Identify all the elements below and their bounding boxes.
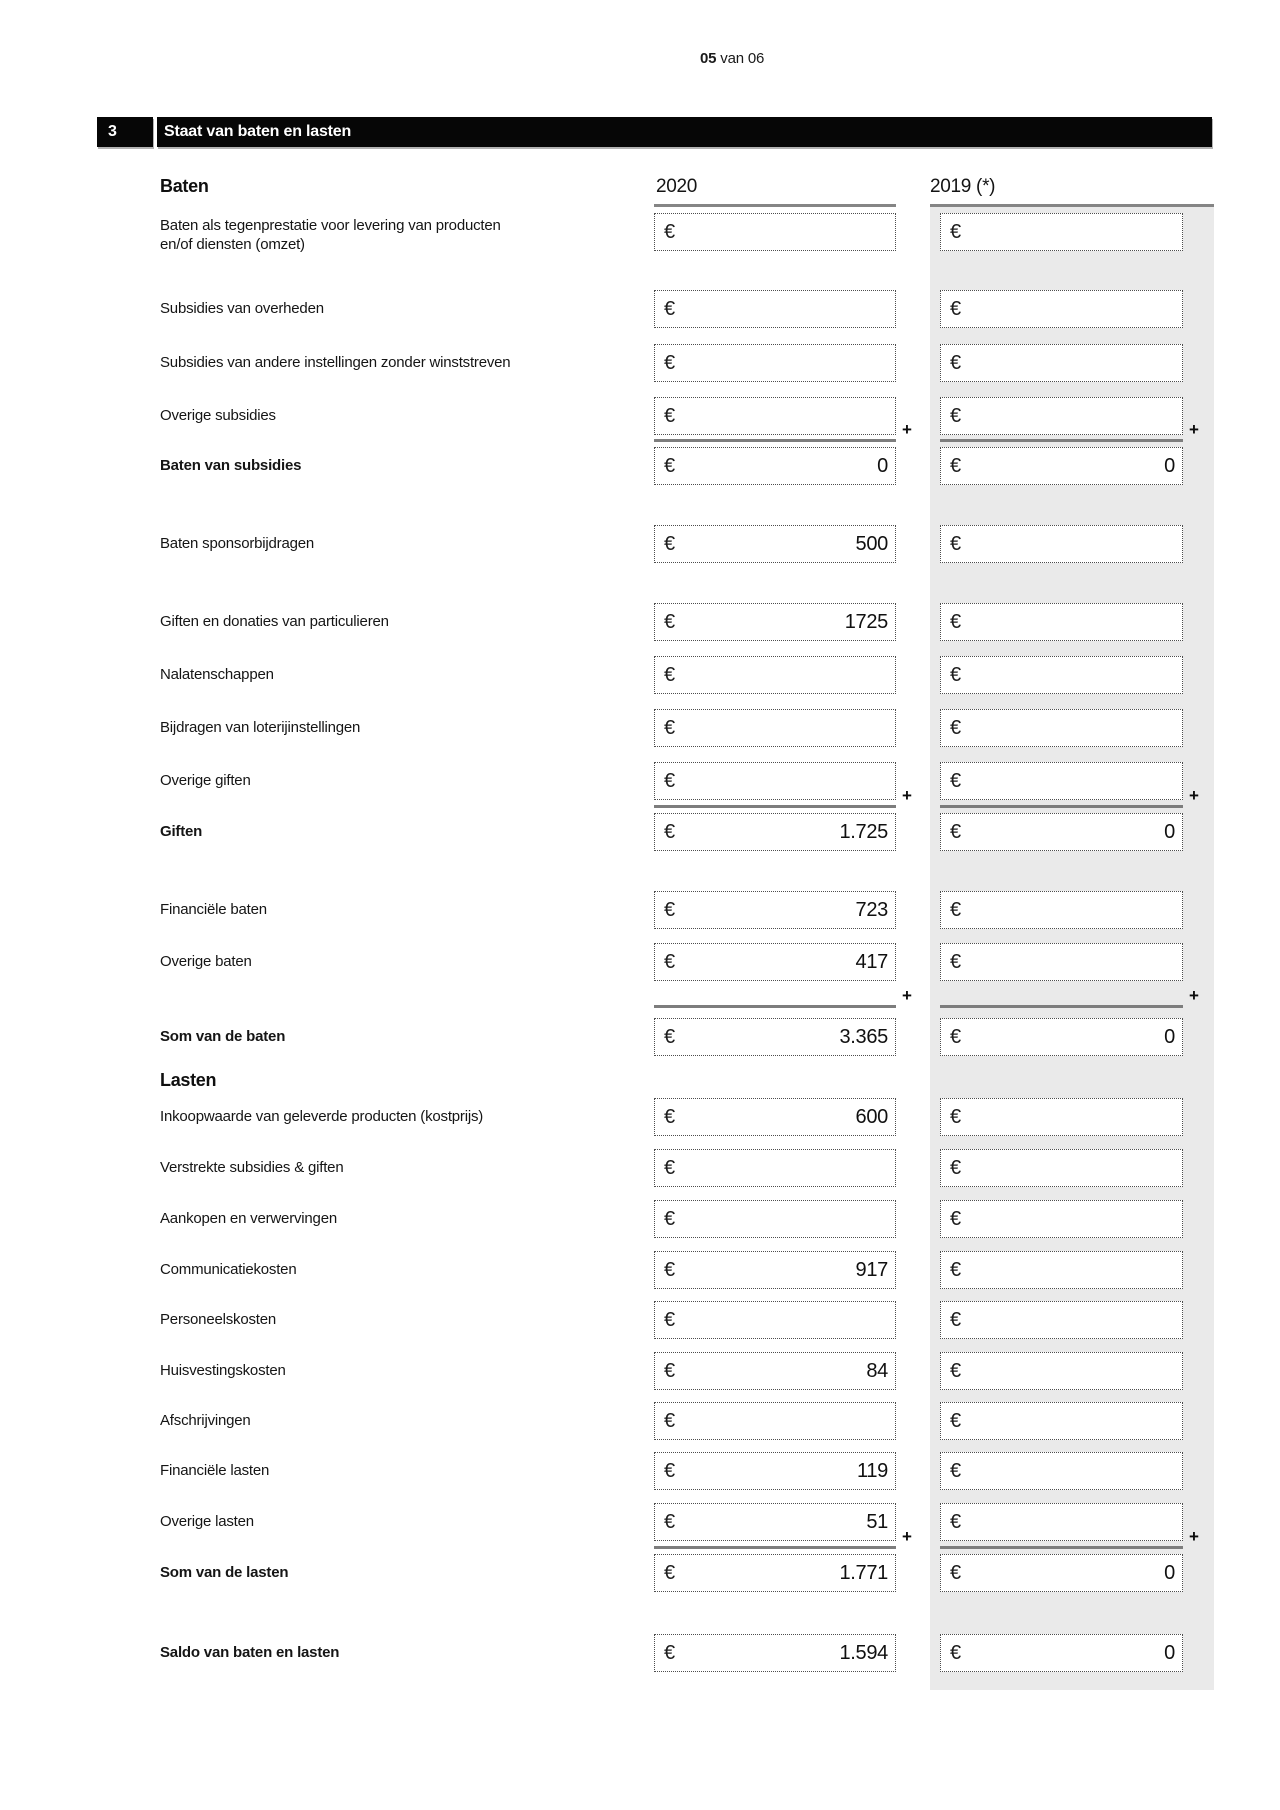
amount-value-baten_van_subsidies-2020: 0 — [877, 454, 888, 477]
plus-sign: + — [1189, 786, 1199, 805]
section-title: Staat van baten en lasten — [164, 123, 352, 140]
row-label-omzet: Baten als tegenprestatie voor levering van producten en/of diensten (omzet) — [160, 217, 501, 253]
amount-value-som_van_de_baten-2019: 0 — [1164, 1025, 1175, 1048]
amount-field-financiele_lasten-2020[interactable] — [654, 1452, 896, 1490]
row-label-som_van_de_lasten: Som van de lasten — [160, 1563, 289, 1581]
amount-value-sponsorbijdragen-2020: 500 — [855, 532, 888, 555]
plus-sign: + — [902, 1527, 912, 1546]
amount-value-giften_donaties-2020: 1725 — [844, 610, 888, 633]
euro-symbol: € — [950, 663, 962, 686]
amount-field-subsidies_overheden-2019[interactable] — [940, 290, 1183, 328]
amount-field-inkoopwaarde-2019[interactable] — [940, 1098, 1183, 1136]
euro-symbol: € — [664, 1561, 676, 1584]
row-label-afschrijvingen: Afschrijvingen — [160, 1411, 251, 1429]
amount-field-nalatenschappen-2019[interactable] — [940, 656, 1183, 694]
euro-symbol: € — [950, 1359, 962, 1382]
euro-symbol: € — [664, 1359, 676, 1382]
section-index-box — [97, 117, 153, 147]
euro-symbol: € — [664, 532, 676, 555]
row-label-communicatiekosten: Communicatiekosten — [160, 1260, 297, 1278]
amount-field-overige_giften-2020[interactable] — [654, 762, 896, 800]
plus-sign: + — [1189, 1527, 1199, 1546]
amount-value-communicatiekosten-2020: 917 — [855, 1258, 888, 1281]
page-number — [700, 50, 764, 67]
euro-symbol: € — [950, 898, 962, 921]
amount-field-sponsorbijdragen-2020[interactable] — [654, 525, 896, 563]
sum-rule-c2020 — [654, 805, 896, 808]
sum-rule-c2020 — [654, 439, 896, 442]
row-label-inkoopwaarde: Inkoopwaarde van geleverde producten (kostprijs) — [160, 1107, 484, 1125]
amount-field-overige_subsidies-2019[interactable] — [940, 397, 1183, 435]
row-label-saldo: Saldo van baten en lasten — [160, 1643, 340, 1661]
euro-symbol: € — [950, 769, 962, 792]
amount-value-saldo-2019: 0 — [1164, 1641, 1175, 1664]
amount-field-overige_lasten-2019[interactable] — [940, 1503, 1183, 1541]
column-rule-2020 — [654, 204, 896, 207]
row-label-bijdragen_loterij: Bijdragen van loterijinstellingen — [160, 718, 361, 736]
amount-field-overige_lasten-2020[interactable] — [654, 1503, 896, 1541]
amount-value-som_van_de_lasten-2019: 0 — [1164, 1561, 1175, 1584]
row-label-som_van_de_baten: Som van de baten — [160, 1027, 286, 1045]
section-index: 3 — [108, 123, 117, 140]
amount-value-overige_lasten-2020: 51 — [866, 1510, 888, 1533]
amount-field-som_van_de_lasten-2020[interactable] — [654, 1554, 896, 1592]
row-label-overige_lasten: Overige lasten — [160, 1512, 254, 1530]
euro-symbol: € — [950, 1641, 962, 1664]
amount-field-huisvestingskosten-2019[interactable] — [940, 1352, 1183, 1390]
amount-field-bijdragen_loterij-2020[interactable] — [654, 709, 896, 747]
page-number-total: van 06 — [716, 50, 765, 67]
plus-sign: + — [1189, 420, 1199, 439]
amount-value-overige_baten-2020: 417 — [855, 950, 888, 973]
euro-symbol: € — [664, 1156, 676, 1179]
row-label-subsidies_instellingen: Subsidies van andere instellingen zonder winststreven — [160, 353, 511, 371]
row-label-personeelskosten: Personeelskosten — [160, 1310, 277, 1328]
heading-lasten: Lasten — [160, 1070, 217, 1090]
sum-rule-c2019 — [940, 805, 1183, 808]
euro-symbol: € — [664, 610, 676, 633]
euro-symbol: € — [950, 454, 962, 477]
amount-field-saldo-2019[interactable] — [940, 1634, 1183, 1672]
euro-symbol: € — [664, 1105, 676, 1128]
euro-symbol: € — [950, 297, 962, 320]
euro-symbol: € — [950, 1308, 962, 1331]
sum-rule-c2019 — [940, 1005, 1183, 1008]
euro-symbol: € — [664, 220, 676, 243]
euro-symbol: € — [950, 1156, 962, 1179]
amount-value-huisvestingskosten-2020: 84 — [866, 1359, 888, 1382]
euro-symbol: € — [950, 1459, 962, 1482]
amount-field-afschrijvingen-2019[interactable] — [940, 1402, 1183, 1440]
euro-symbol: € — [950, 1105, 962, 1128]
euro-symbol: € — [664, 663, 676, 686]
euro-symbol: € — [664, 351, 676, 374]
amount-field-saldo-2020[interactable] — [654, 1634, 896, 1672]
page-number-current: 05 — [700, 50, 717, 67]
amount-field-personeelskosten-2019[interactable] — [940, 1301, 1183, 1339]
amount-value-giften-2020: 1.725 — [839, 820, 888, 843]
plus-sign: + — [902, 420, 912, 439]
euro-symbol: € — [950, 716, 962, 739]
row-label-giften_donaties: Giften en donaties van particulieren — [160, 612, 389, 630]
euro-symbol: € — [664, 898, 676, 921]
euro-symbol: € — [950, 1510, 962, 1533]
euro-symbol: € — [664, 1207, 676, 1230]
sum-rule-c2020 — [654, 1005, 896, 1008]
amount-field-financiele_lasten-2019[interactable] — [940, 1452, 1183, 1490]
sum-rule-c2019 — [940, 1546, 1183, 1549]
plus-sign: + — [902, 986, 912, 1005]
amount-field-personeelskosten-2020[interactable] — [654, 1301, 896, 1339]
amount-field-financiele_baten-2019[interactable] — [940, 891, 1183, 929]
amount-field-subsidies_instellingen-2020[interactable] — [654, 344, 896, 382]
amount-value-som_van_de_lasten-2020: 1.771 — [839, 1561, 888, 1584]
amount-field-giften-2020[interactable] — [654, 813, 896, 851]
column-header-2019: 2019 (*) — [930, 176, 996, 197]
euro-symbol: € — [664, 297, 676, 320]
euro-symbol: € — [664, 1409, 676, 1432]
euro-symbol: € — [664, 454, 676, 477]
amount-field-verstrekte_subsidies-2020[interactable] — [654, 1149, 896, 1187]
amount-field-som_van_de_baten-2019[interactable] — [940, 1018, 1183, 1056]
amount-field-overige_baten-2020[interactable] — [654, 943, 896, 981]
euro-symbol: € — [664, 1308, 676, 1331]
amount-field-baten_van_subsidies-2019[interactable] — [940, 447, 1183, 485]
amount-field-omzet-2019[interactable] — [940, 213, 1183, 251]
euro-symbol: € — [950, 220, 962, 243]
sum-rule-c2020 — [654, 1546, 896, 1549]
amount-field-bijdragen_loterij-2019[interactable] — [940, 709, 1183, 747]
amount-field-giften_donaties-2020[interactable] — [654, 603, 896, 641]
euro-symbol: € — [664, 1510, 676, 1533]
plus-sign: + — [1189, 986, 1199, 1005]
euro-symbol: € — [950, 1025, 962, 1048]
amount-field-financiele_baten-2020[interactable] — [654, 891, 896, 929]
euro-symbol: € — [664, 1459, 676, 1482]
row-label-baten_van_subsidies: Baten van subsidies — [160, 456, 302, 474]
amount-field-omzet-2020[interactable] — [654, 213, 896, 251]
amount-field-afschrijvingen-2020[interactable] — [654, 1402, 896, 1440]
row-label-overige_baten: Overige baten — [160, 952, 252, 970]
euro-symbol: € — [950, 1409, 962, 1432]
euro-symbol: € — [950, 610, 962, 633]
row-label-giften: Giften — [160, 822, 203, 840]
euro-symbol: € — [664, 950, 676, 973]
amount-field-verstrekte_subsidies-2019[interactable] — [940, 1149, 1183, 1187]
row-label-huisvestingskosten: Huisvestingskosten — [160, 1361, 286, 1379]
row-label-financiele_baten: Financiële baten — [160, 900, 267, 918]
amount-field-communicatiekosten-2019[interactable] — [940, 1251, 1183, 1289]
euro-symbol: € — [950, 351, 962, 374]
amount-value-giften-2019: 0 — [1164, 820, 1175, 843]
euro-symbol: € — [664, 1641, 676, 1664]
amount-field-sponsorbijdragen-2019[interactable] — [940, 525, 1183, 563]
amount-field-aankopen-2020[interactable] — [654, 1200, 896, 1238]
amount-value-inkoopwaarde-2020: 600 — [855, 1105, 888, 1128]
euro-symbol: € — [664, 716, 676, 739]
amount-value-som_van_de_baten-2020: 3.365 — [839, 1025, 888, 1048]
euro-symbol: € — [664, 769, 676, 792]
row-label-verstrekte_subsidies: Verstrekte subsidies & giften — [160, 1158, 344, 1176]
euro-symbol: € — [950, 950, 962, 973]
row-label-aankopen: Aankopen en verwervingen — [160, 1209, 337, 1227]
amount-field-inkoopwaarde-2020[interactable] — [654, 1098, 896, 1136]
euro-symbol: € — [950, 1207, 962, 1230]
section-title-bar — [157, 117, 1212, 147]
amount-field-overige_subsidies-2020[interactable] — [654, 397, 896, 435]
amount-field-huisvestingskosten-2020[interactable] — [654, 1352, 896, 1390]
amount-field-giften_donaties-2019[interactable] — [940, 603, 1183, 641]
amount-field-overige_giften-2019[interactable] — [940, 762, 1183, 800]
amount-field-som_van_de_baten-2020[interactable] — [654, 1018, 896, 1056]
amount-value-financiele_lasten-2020: 119 — [857, 1459, 888, 1482]
euro-symbol: € — [664, 1258, 676, 1281]
euro-symbol: € — [950, 820, 962, 843]
amount-field-som_van_de_lasten-2019[interactable] — [940, 1554, 1183, 1592]
sum-rule-c2019 — [940, 439, 1183, 442]
row-label-sponsorbijdragen: Baten sponsorbijdragen — [160, 534, 315, 552]
plus-sign: + — [902, 786, 912, 805]
euro-symbol: € — [664, 404, 676, 427]
amount-value-saldo-2020: 1.594 — [839, 1641, 888, 1664]
row-label-subsidies_overheden: Subsidies van overheden — [160, 299, 324, 317]
row-label-financiele_lasten: Financiële lasten — [160, 1461, 270, 1479]
euro-symbol: € — [950, 532, 962, 555]
euro-symbol: € — [950, 404, 962, 427]
amount-field-communicatiekosten-2020[interactable] — [654, 1251, 896, 1289]
euro-symbol: € — [664, 820, 676, 843]
row-label-nalatenschappen: Nalatenschappen — [160, 665, 274, 683]
euro-symbol: € — [664, 1025, 676, 1048]
amount-value-financiele_baten-2020: 723 — [855, 898, 888, 921]
amount-field-overige_baten-2019[interactable] — [940, 943, 1183, 981]
amount-value-baten_van_subsidies-2019: 0 — [1164, 454, 1175, 477]
amount-field-subsidies_instellingen-2019[interactable] — [940, 344, 1183, 382]
row-label-overige_giften: Overige giften — [160, 771, 251, 789]
amount-field-aankopen-2019[interactable] — [940, 1200, 1183, 1238]
heading-baten: Baten — [160, 176, 209, 196]
amount-field-subsidies_overheden-2020[interactable] — [654, 290, 896, 328]
amount-field-giften-2019[interactable] — [940, 813, 1183, 851]
amount-field-nalatenschappen-2020[interactable] — [654, 656, 896, 694]
row-label-overige_subsidies: Overige subsidies — [160, 406, 276, 424]
column-header-2020: 2020 — [656, 176, 698, 197]
amount-field-baten_van_subsidies-2020[interactable] — [654, 447, 896, 485]
euro-symbol: € — [950, 1258, 962, 1281]
euro-symbol: € — [950, 1561, 962, 1584]
